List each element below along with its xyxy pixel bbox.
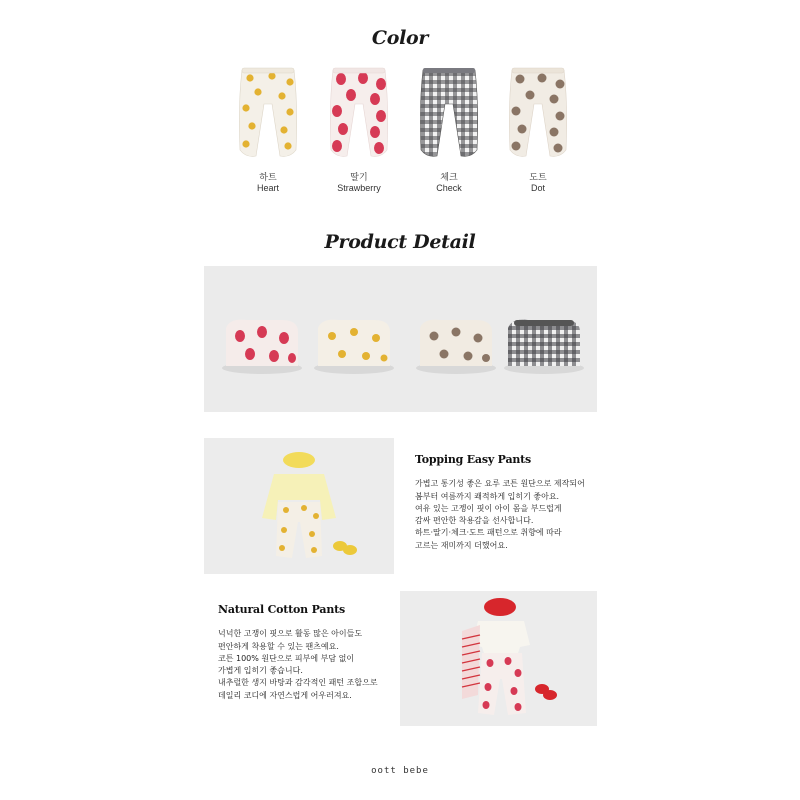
swatch-label-korean: 체크 bbox=[440, 172, 458, 182]
topping-pants-description bbox=[415, 454, 585, 552]
swatch-label-heart bbox=[223, 172, 313, 194]
description-line: 코튼 100% 원단으로 피부에 부담 없이 bbox=[218, 653, 355, 663]
description-line: 감싸 편안한 착용감을 선사합니다. bbox=[415, 516, 534, 526]
folded-check-pants bbox=[504, 320, 584, 374]
description-line: 봄부터 여름까지 쾌적하게 입히기 좋아요. bbox=[415, 491, 560, 501]
natural-pants-description bbox=[218, 604, 378, 702]
description-line: 편안하게 착용할 수 있는 팬츠예요. bbox=[218, 641, 339, 651]
description-line: 데일리 코디에 자연스럽게 어우러져요. bbox=[218, 690, 352, 700]
topping-pants-title: Topping Easy Pants bbox=[415, 453, 532, 466]
yellow-shoe bbox=[343, 545, 357, 555]
folded-dot-pants bbox=[416, 320, 496, 374]
swatch-label-korean: 하트 bbox=[259, 172, 277, 182]
swatch-strawberry-image[interactable] bbox=[323, 64, 395, 164]
description-line: 가볍고 통기성 좋은 요루 코튼 원단으로 제작되어 bbox=[415, 479, 585, 489]
swatch-label-dot bbox=[493, 172, 583, 194]
yellow-hat bbox=[283, 452, 315, 468]
description-line: 넉넉한 고쟁이 핏으로 활동 많은 아이들도 bbox=[218, 629, 363, 639]
folded-pants-photo bbox=[204, 266, 597, 412]
red-shoe bbox=[543, 690, 557, 700]
product-detail-title: Product Detail bbox=[324, 231, 476, 253]
brand-logo[interactable]: oott bebe bbox=[371, 766, 429, 776]
description-line: 고르는 재미까지 더했어요. bbox=[415, 540, 508, 550]
folded-heart-pants bbox=[314, 320, 394, 374]
swatch-heart-image[interactable] bbox=[232, 64, 304, 164]
swatch-label-korean: 도트 bbox=[529, 172, 547, 182]
red-beret bbox=[484, 598, 516, 616]
color-section-title: Color bbox=[371, 27, 429, 49]
swatch-label-english: Heart bbox=[256, 183, 279, 193]
swatch-label-korean: 딸기 bbox=[350, 172, 368, 182]
swatch-label-english: Strawberry bbox=[337, 183, 381, 193]
swatch-dot-image[interactable] bbox=[502, 64, 574, 164]
swatch-label-check bbox=[404, 172, 494, 194]
description-line: 내추럴한 생지 바탕과 감각적인 패턴 조합으로 bbox=[218, 678, 378, 688]
heart-pants-illustration bbox=[232, 64, 304, 164]
swatch-label-english: Check bbox=[436, 183, 462, 193]
description-line: 하트·딸기·체크·도트 패턴으로 취향에 따라 bbox=[415, 528, 562, 538]
swatch-label-strawberry bbox=[314, 172, 404, 194]
description-line: 가볍게 입히기 좋습니다. bbox=[218, 666, 303, 676]
folded-strawberry-pants bbox=[222, 320, 302, 374]
natural-pants-title: Natural Cotton Pants bbox=[218, 603, 345, 616]
natural-pants-outfit-photo bbox=[400, 591, 597, 726]
description-line: 여유 있는 고젱이 핏이 아이 몸을 부드럽게 bbox=[415, 503, 562, 513]
check-pants-illustration bbox=[413, 64, 485, 164]
swatch-label-english: Dot bbox=[530, 183, 545, 193]
swatch-check-image[interactable] bbox=[413, 64, 485, 164]
dot-pants-illustration bbox=[502, 64, 574, 164]
topping-pants-outfit-photo bbox=[204, 438, 394, 574]
strawberry-pants-illustration bbox=[323, 64, 395, 164]
